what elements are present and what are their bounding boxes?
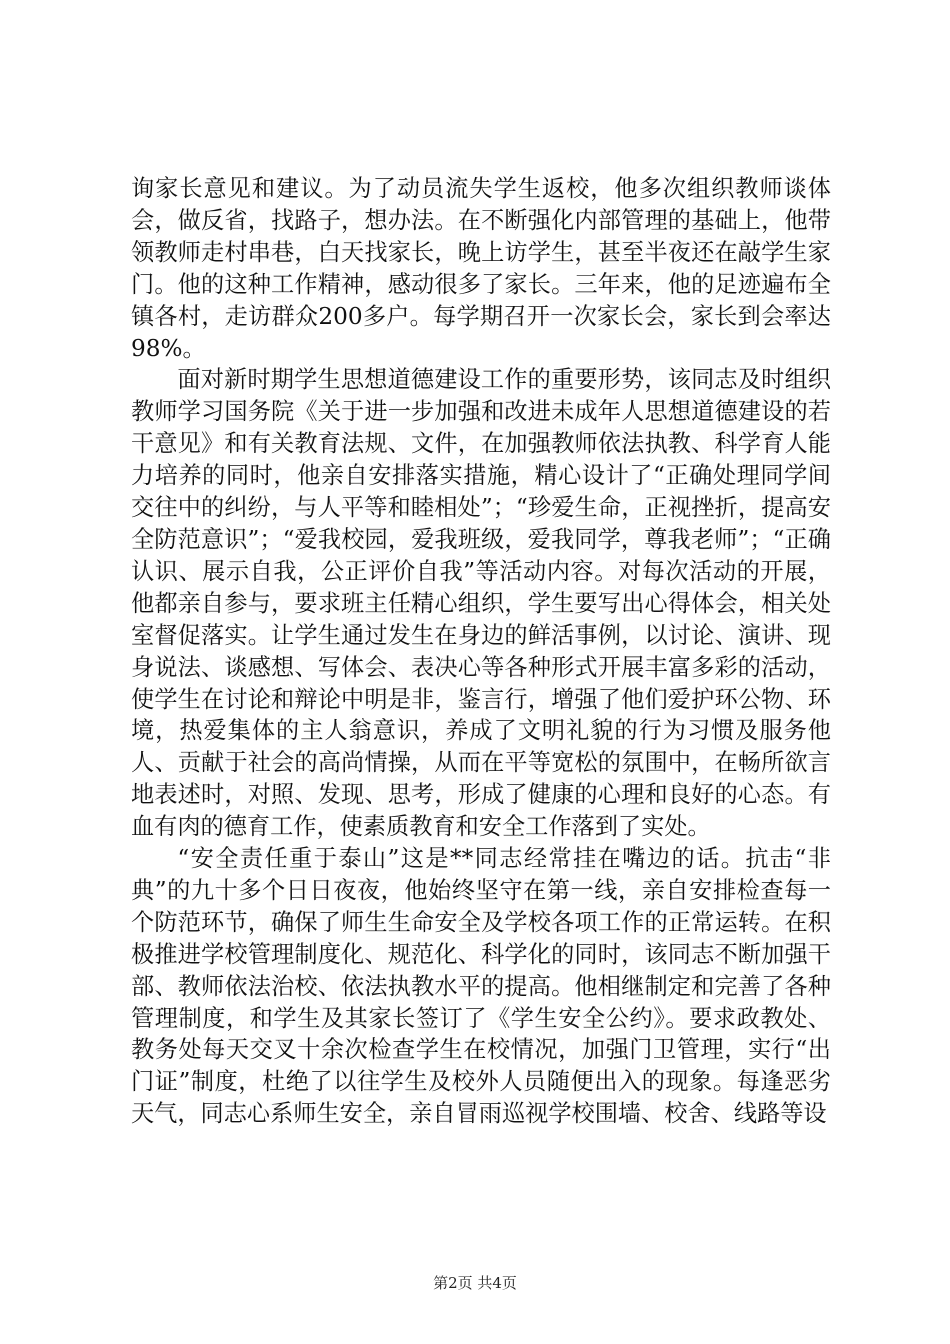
paragraph-3: “安全责任重于泰山”这是**同志经常挂在嘴边的话。抗击“非典”的九十多个日日夜夜，他始终坚守在第一线，亲自安排检查每一个防范环节，确保了师生生命安全及学校各项工作的正常运转。在积极推进学校管理制度化、规范化、科学化的同时，该同志不断加强干部、教师依法治校、依法执教水平的提高。他相继制定和完善了各种管理制度，和学生及其家长签订了《学生安全公约》。要求政教处、教务处每天交叉十余次检查学生在校情况，加强门卫管理，实行“出门证”制度，杜绝了以往学生及校外人员随便出入的现象。每逢恶劣天气，同志心系师生安全，亲自冒雨巡视学校围墙、校舍、线路等设 — [131, 845, 831, 1128]
paragraph-2: 面对新时期学生思想道德建设工作的重要形势，该同志及时组织教师学习国务院《关于进一步加强和改进未成年人思想道德建设的若干意见》和有关教育法规、文件，在加强教师依法执教、科学育人能力培养的同时，他亲自安排落实措施，精心设计了“正确处理同学间交往中的纠纷，与人平等和睦相处”；“珍爱生命，正视挫折，提高安全防范意识”；“爱我校园，爱我班级，爱我同学，尊我老师”；“正确认识、展示自我，公正评价自我”等活动内容。对每次活动的开展，他都亲自参与，要求班主任精心组织，学生要写出心得体会，相关处室督促落实。让学生通过发生在身边的鲜活事例，以讨论、演讲、现身说法、谈感想、写体会、表决心等各种形式开展丰富多彩的活动，使学生在讨论和辩论中明是非，鉴言行，增强了他们爱护环公物、环境，热爱集体的主人翁意识，养成了文明礼貌的行为习惯及服务他人、贡献于社会的高尚情操，从而在平等宽松的氛围中，在畅所欲言地表述时，对照、发现、思考，形成了健康的心理和良好的心态。有血有肉的德育工作，使素质教育和安全工作落到了实处。 — [131, 366, 831, 841]
page-number-footer: 第2页 共4页 — [433, 1274, 517, 1292]
document-body — [131, 173, 831, 1130]
paragraph-1: 询家长意见和建议。为了动员流失学生返校，他多次组织教师谈体会，做反省，找路子，想办法。在不断强化内部管理的基础上，他带领教师走村串巷，白天找家长，晚上访学生，甚至半夜还在敲学生家门。他的这种工作精神，感动很多了家长。三年来，他的足迹遍布全镇各村，走访群众200多户。每学期召开一次家长会，家长到会率达98%。 — [131, 175, 831, 362]
